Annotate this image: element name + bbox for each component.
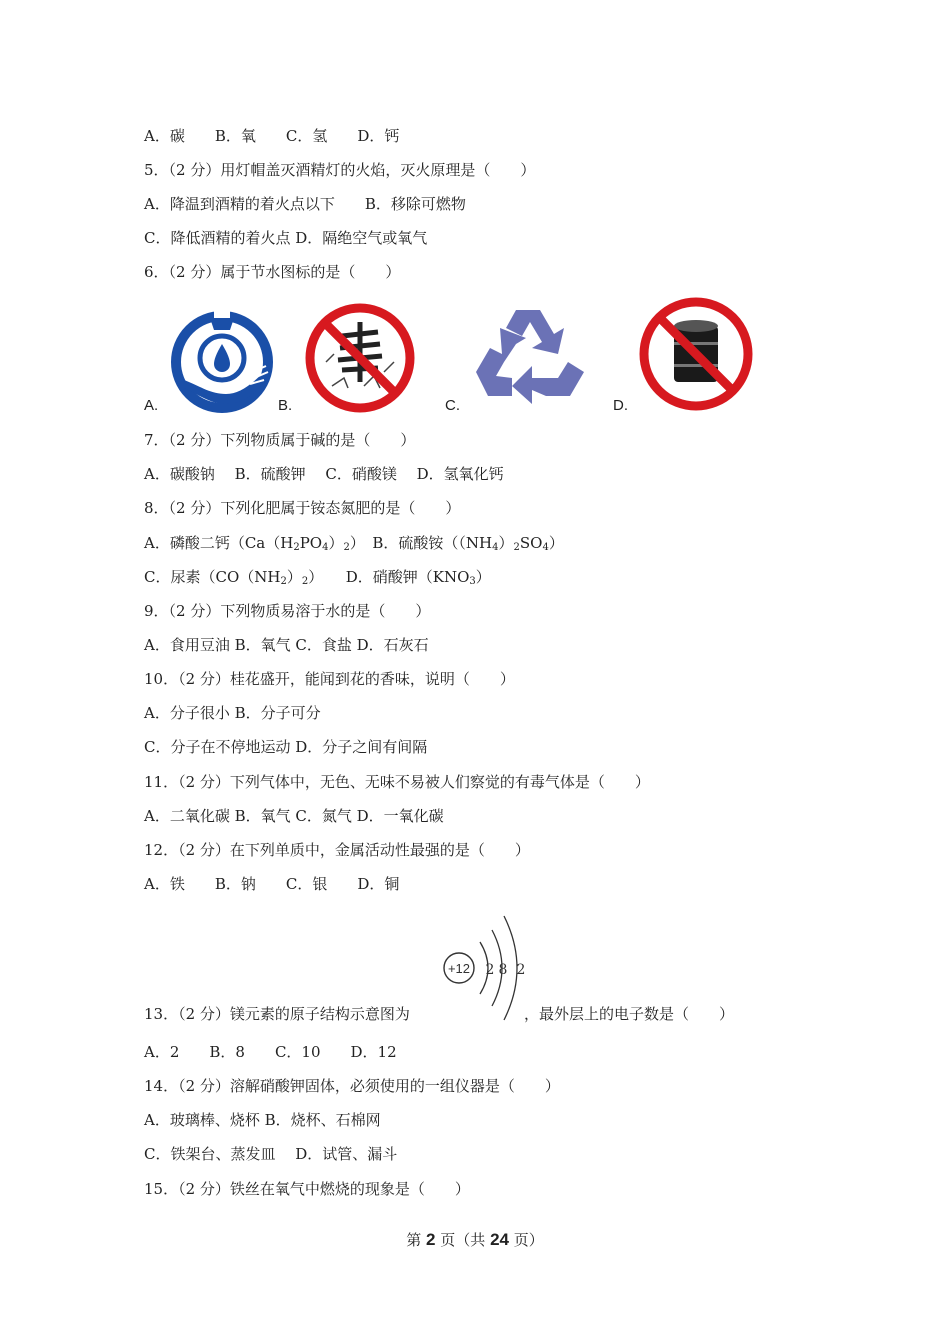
q6-label-c: C. [445,397,460,414]
subscript: 2 [343,542,350,553]
no-tree-cutting-icon [304,302,416,414]
subscript: 4 [492,542,499,553]
q8-d-text: ） D．硝酸钾（KNO [308,568,470,586]
q8-b-text: ） B．硫酸铵（（NH [349,534,493,552]
page-footer [0,1229,950,1250]
footer-mid: 页（共 [440,1231,486,1249]
subscript: 2 [280,576,287,587]
q7-options: A．碳酸钠 B．硫酸钾 C．硝酸镁 D．氢氧化钙 [144,465,504,483]
footer-prefix: 第 [406,1231,422,1249]
nucleus-charge: +12 [447,961,471,976]
question-9: 9．（2 分）下列物质易溶于水的是（ ） [144,602,431,620]
question-11: 11．（2 分）下列气体中，无色、无味不易被人们察觉的有毒气体是（ ） [144,773,650,791]
question-5: 5．（2 分）用灯帽盖灭酒精灯的火焰，灭火原理是（ ） [144,161,536,179]
subscript: 4 [322,542,329,553]
magnesium-atom-diagram [440,910,532,1022]
q8-a-text: A．磷酸二钙（Ca（H [144,534,294,552]
q10-options-cd: C．分子在不停地运动 D．分子之间有间隔 [144,738,428,756]
q8-c-text: C．尿素（CO（NH [144,568,281,586]
subscript: 2 [293,542,300,553]
q8-c-text: ） [286,568,302,586]
footer-suffix: 页） [513,1231,544,1249]
recycle-icon [472,306,588,412]
q10-options-ab: A．分子很小 B．分子可分 [144,704,321,722]
question-12: 12．（2 分）在下列单质中，金属活动性最强的是（ ） [144,841,530,859]
q8-a-text: PO [299,534,323,552]
subscript: 4 [542,542,549,553]
subscript: 3 [469,576,476,587]
q8-options-cd [144,567,491,592]
q6-label-d: D. [613,397,628,414]
question-7: 7．（2 分）下列物质属于碱的是（ ） [144,431,416,449]
q6-label-b: B. [278,397,293,414]
q11-options: A．二氧化碳 B．氧气 C．氮气 D．一氧化碳 [144,807,444,825]
q14-options-ab: A．玻璃棒、烧杯 B．烧杯、石棉网 [144,1111,381,1129]
shell-2-electrons: 8 [498,962,508,978]
q5-options-cd: C．降低酒精的着火点 D．隔绝空气或氧气 [144,229,428,247]
question-13-prefix: 13．（2 分）镁元素的原子结构示意图为 [144,1005,410,1023]
no-oil-barrel-icon [638,296,754,412]
shell-3-electrons: 2 [516,962,526,978]
question-6: 6．（2 分）属于节水图标的是（ ） [144,263,401,281]
q13-options: A．2 B．8 C．10 D．12 [144,1043,397,1061]
question-14: 14．（2 分）溶解硝酸钾固体，必须使用的一组仪器是（ ） [144,1077,560,1095]
question-13-suffix: ，最外层上的电子数是（ ） [524,1005,735,1023]
question-8: 8．（2 分）下列化肥属于铵态氮肥的是（ ） [144,499,461,517]
q5-options-ab: A．降温到酒精的着火点以下 B．移除可燃物 [144,195,466,213]
water-saving-icon [170,310,274,414]
q6-label-a: A. [144,397,159,414]
q8-a-text: ） [328,534,344,552]
subscript: 2 [513,542,520,553]
page-number: 2 [426,1230,436,1249]
q8-b-text: ） [498,534,514,552]
question-15: 15．（2 分）铁丝在氧气中燃烧的现象是（ ） [144,1180,470,1198]
subscript: 2 [301,576,309,587]
q14-options-cd: C．铁架台、蒸发皿 D．试管、漏斗 [144,1145,398,1163]
q8-b-text: SO [519,534,543,552]
total-pages: 24 [490,1230,509,1249]
shell-1-electrons: 2 [485,962,495,978]
q8-b-text: ） [548,534,564,552]
q8-d-text: ） [475,568,491,586]
q8-options-ab [144,533,564,558]
question-10: 10．（2 分）桂花盛开，能闻到花的香味，说明（ ） [144,670,515,688]
q4-options: A．碳 B．氧 C．氢 D．钙 [144,127,400,145]
q9-options: A．食用豆油 B．氧气 C．食盐 D．石灰石 [144,636,429,654]
q12-options: A．铁 B．钠 C．银 D．铜 [144,875,400,893]
